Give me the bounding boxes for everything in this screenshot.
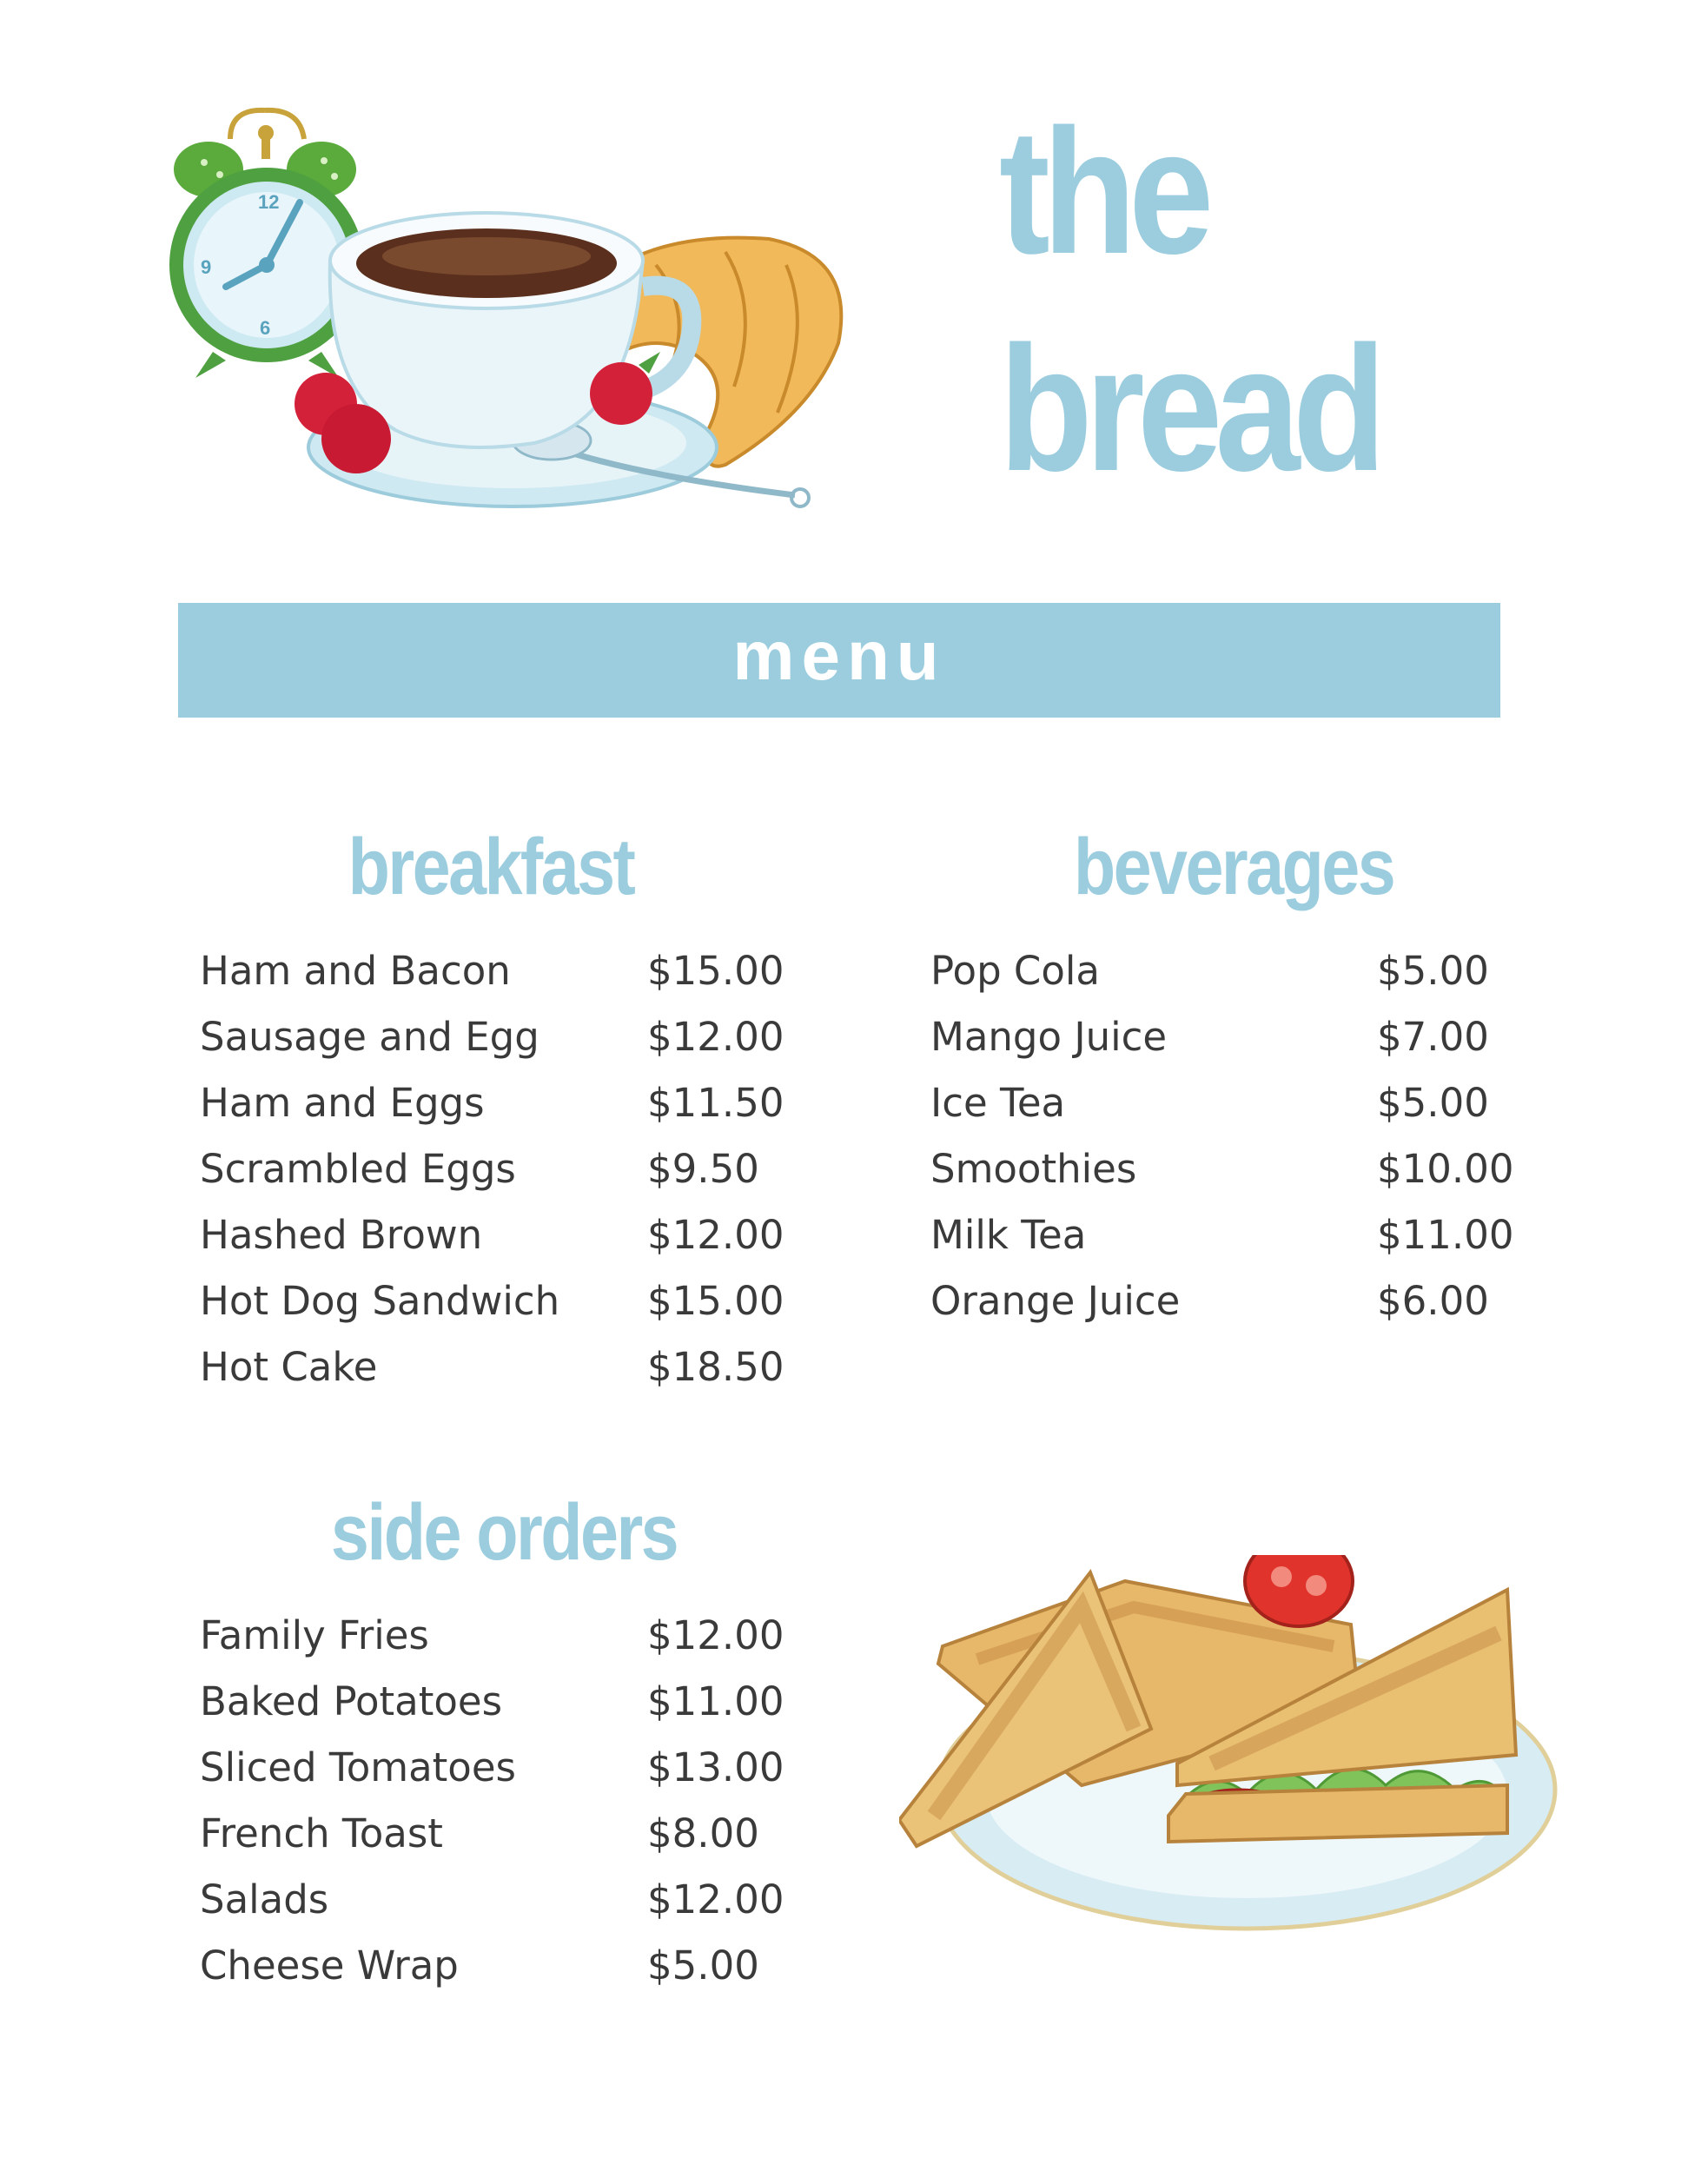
item-name: Pop Cola bbox=[930, 948, 1100, 994]
beverages-list bbox=[930, 938, 1521, 1334]
side-orders-list bbox=[200, 1603, 791, 1999]
item-price: $5.00 bbox=[1377, 948, 1489, 994]
item-price: $5.00 bbox=[1377, 1080, 1489, 1126]
item-price: $15.00 bbox=[647, 1278, 784, 1324]
item-name: Scrambled Eggs bbox=[200, 1146, 516, 1192]
list-item bbox=[200, 1801, 791, 1867]
item-name: Cheese Wrap bbox=[200, 1942, 459, 1989]
item-price: $11.00 bbox=[1377, 1212, 1514, 1258]
item-name: Hot Dog Sandwich bbox=[200, 1278, 560, 1324]
item-price: $18.50 bbox=[647, 1344, 784, 1390]
breakfast-list bbox=[200, 938, 791, 1400]
list-item bbox=[200, 1867, 791, 1933]
item-price: $15.00 bbox=[647, 948, 784, 994]
item-name: Hot Cake bbox=[200, 1344, 378, 1390]
svg-text:6: 6 bbox=[260, 317, 271, 339]
list-item bbox=[200, 1268, 791, 1334]
item-price: $5.00 bbox=[647, 1942, 759, 1989]
list-item bbox=[930, 1136, 1521, 1202]
list-item bbox=[200, 1004, 791, 1070]
list-item bbox=[200, 1933, 791, 1999]
list-item bbox=[200, 1603, 791, 1669]
svg-text:12: 12 bbox=[258, 191, 280, 213]
item-price: $12.00 bbox=[647, 1014, 784, 1060]
list-item bbox=[200, 1669, 791, 1735]
item-price: $12.00 bbox=[647, 1876, 784, 1923]
item-price: $9.50 bbox=[647, 1146, 759, 1192]
item-name: Family Fries bbox=[200, 1612, 429, 1658]
title-line-2: bread bbox=[999, 309, 1380, 508]
item-price: $10.00 bbox=[1377, 1146, 1514, 1192]
item-name: Milk Tea bbox=[930, 1212, 1087, 1258]
item-price: $11.50 bbox=[647, 1080, 784, 1126]
list-item bbox=[200, 1735, 791, 1801]
breakfast-title: breakfast bbox=[348, 823, 634, 911]
item-name: Ham and Bacon bbox=[200, 948, 511, 994]
list-item bbox=[930, 1004, 1521, 1070]
item-name: Salads bbox=[200, 1876, 329, 1923]
title-line-1: the bbox=[999, 92, 1207, 291]
list-item bbox=[930, 1268, 1521, 1334]
item-price: $12.00 bbox=[647, 1212, 784, 1258]
side-orders-title: side orders bbox=[330, 1488, 678, 1577]
item-name: Ham and Eggs bbox=[200, 1080, 485, 1126]
list-item bbox=[200, 1202, 791, 1268]
list-item bbox=[930, 1070, 1521, 1136]
item-name: Hashed Brown bbox=[200, 1212, 483, 1258]
list-item bbox=[930, 1202, 1521, 1268]
item-name: Orange Juice bbox=[930, 1278, 1181, 1324]
item-name: French Toast bbox=[200, 1810, 443, 1856]
item-name: Smoothies bbox=[930, 1146, 1137, 1192]
list-item bbox=[200, 938, 791, 1004]
item-name: Sliced Tomatoes bbox=[200, 1744, 516, 1790]
item-price: $13.00 bbox=[647, 1744, 784, 1790]
item-price: $8.00 bbox=[647, 1810, 759, 1856]
item-price: $6.00 bbox=[1377, 1278, 1489, 1324]
list-item bbox=[200, 1334, 791, 1400]
list-item bbox=[200, 1136, 791, 1202]
item-price: $12.00 bbox=[647, 1612, 784, 1658]
beverages-title: beverages bbox=[1073, 823, 1394, 911]
item-name: Ice Tea bbox=[930, 1080, 1066, 1126]
list-item bbox=[200, 1070, 791, 1136]
item-name: Sausage and Egg bbox=[200, 1014, 539, 1060]
sandwich-illustration bbox=[899, 1555, 1559, 1946]
menu-banner-label: menu bbox=[732, 617, 946, 694]
item-price: $11.00 bbox=[647, 1678, 784, 1724]
list-item bbox=[930, 938, 1521, 1004]
menu-banner bbox=[178, 603, 1500, 718]
item-name: Baked Potatoes bbox=[200, 1678, 503, 1724]
item-price: $7.00 bbox=[1377, 1014, 1489, 1060]
breakfast-illustration bbox=[169, 100, 856, 517]
svg-text:9: 9 bbox=[201, 256, 212, 278]
item-name: Mango Juice bbox=[930, 1014, 1168, 1060]
